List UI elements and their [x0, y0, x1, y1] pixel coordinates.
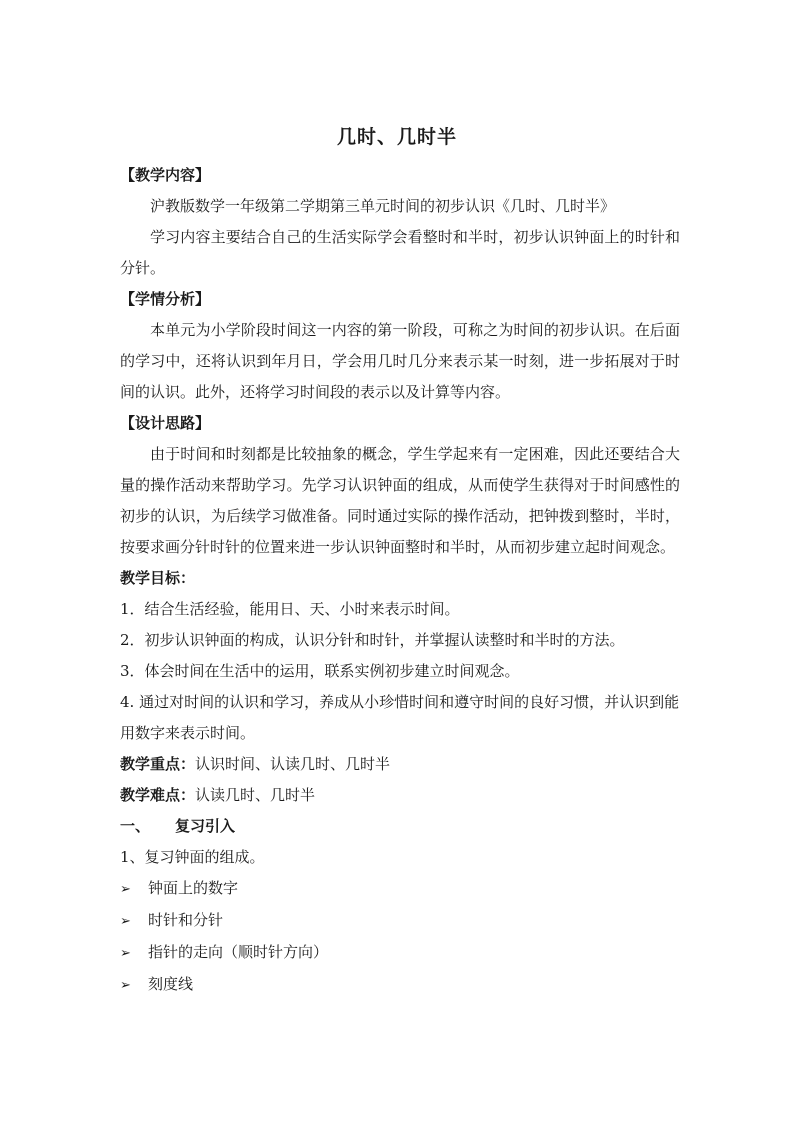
key-point-label: 教学重点： [120, 755, 196, 773]
bullet-item-2 [120, 905, 680, 937]
paragraph-content-2: 学习内容主要结合自己的生活实际学会看整时和半时，初步认识钟面上的时针和分针。 [120, 228, 680, 277]
bullet-item-3 [120, 937, 680, 969]
key-point-text: 认识时间、认读几时、几时半 [195, 755, 391, 773]
section-heading-content: 【教学内容】 [120, 166, 211, 184]
section-heading-goals: 教学目标： [120, 569, 196, 587]
paragraph-content-1: 沪教版数学一年级第二学期第三单元时间的初步认识《几时、几时半》 [150, 197, 616, 215]
goal-item-3: 3．体会时间在生活中的运用，联系实例初步建立时间观念。 [120, 662, 520, 680]
part-one-heading [120, 811, 680, 842]
bullet-text: 钟面上的数字 [148, 879, 239, 897]
key-point-line [120, 749, 680, 780]
arrow-bullet-icon: ➢ [120, 946, 131, 961]
bullet-text: 时针和分针 [148, 911, 224, 929]
section-heading-analysis: 【学情分析】 [120, 290, 211, 308]
difficulty-text: 认读几时、几时半 [195, 786, 316, 804]
paragraph-design: 由于时间和时刻都是比较抽象的概念，学生学起来有一定困难，因此还要结合大量的操作活动来帮助学习。先学习认识钟面的组成，从而使学生获得对于时间感性的初步的认识，为后续学习做准备。同时通过实际的操作活动，把钟拨到整时，半时，按要求画分针时针的位置来进一步认识钟面整时和半时，从而初步建立起时间观念。 [120, 445, 680, 556]
section-heading-design: 【设计思路】 [120, 414, 211, 432]
bullet-text: 指针的走向（顺时针方向） [148, 943, 329, 961]
goal-item-4: 4. 通过对时间的认识和学习，养成从小珍惜时间和遵守时间的良好习惯，并认识到能用数字来表示时间。 [120, 693, 680, 742]
difficulty-label: 教学难点： [120, 786, 196, 804]
bullet-item-4 [120, 969, 680, 1001]
bullet-item-1 [120, 873, 680, 905]
goal-item-1: 1．结合生活经验，能用日、天、小时来表示时间。 [120, 600, 460, 618]
arrow-bullet-icon: ➢ [120, 978, 131, 993]
document-body [120, 160, 680, 1001]
goal-item-2: 2．初步认识钟面的构成，认识分针和时针，并掌握认读整时和半时的方法。 [120, 631, 625, 649]
bullet-text: 刻度线 [148, 975, 194, 993]
arrow-bullet-icon: ➢ [120, 914, 131, 929]
paragraph-analysis: 本单元为小学阶段时间这一内容的第一阶段，可称之为时间的初步认识。在后面的学习中，还将认识到年月日，学会用几时几分来表示某一时刻，进一步拓展对于时间的认识。此外，还将学习时间段的表示以及计算等内容。 [120, 321, 680, 401]
part-one-title: 复习引入 [175, 817, 236, 835]
document-title: 几时、几时半 [336, 126, 457, 148]
review-item: 1、复习钟面的组成。 [120, 848, 265, 866]
arrow-bullet-icon: ➢ [120, 882, 131, 897]
part-one-number: 一、 [120, 817, 151, 835]
difficulty-line [120, 780, 680, 811]
